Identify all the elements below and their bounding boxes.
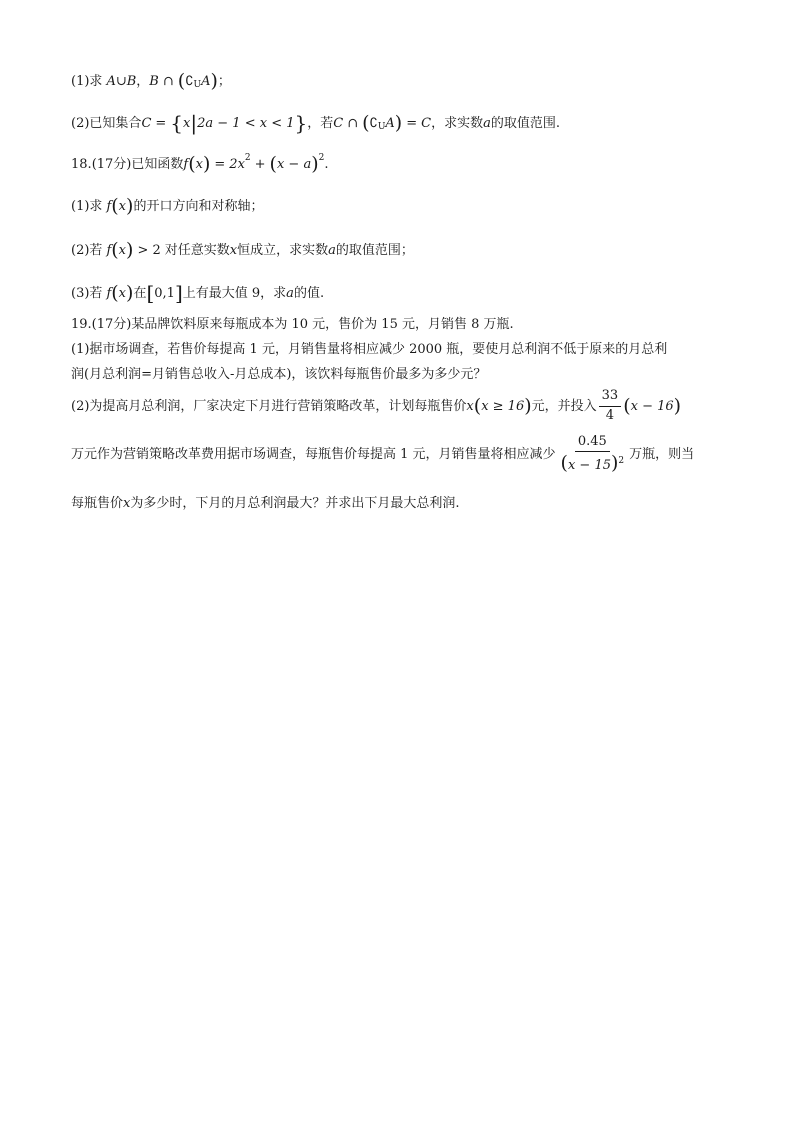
math-cond: 2a − 1 < x < 1 — [197, 115, 295, 131]
math-var: x — [229, 243, 238, 258]
fraction-denominator — [558, 452, 628, 473]
math-var: a — [328, 243, 336, 258]
score: (17分) — [91, 157, 132, 172]
text: 的取值范围； — [335, 243, 414, 258]
text: . — [324, 157, 329, 172]
math-var: A — [201, 74, 211, 89]
text: 每瓶售价 — [71, 496, 124, 511]
math-paren: ( — [177, 70, 186, 92]
text: 万元作为营销策略改革费用据市场调查，每瓶售价每提高 1 元，月销售量将相应减少 — [71, 446, 556, 462]
math-plus: + — [254, 157, 266, 172]
text: ； — [217, 74, 231, 89]
text: 在 — [133, 285, 147, 301]
math-bar: | — [190, 111, 198, 135]
text: ， — [136, 74, 150, 89]
math-exp: 2 — [244, 153, 251, 163]
math-inner: x − a — [276, 157, 312, 172]
math-bracket: [ — [146, 281, 155, 305]
math-ineq: > 2 — [137, 243, 161, 258]
text: 对任意实数 — [164, 243, 230, 258]
part-number: (1) — [71, 74, 90, 89]
text: 已知函数 — [131, 157, 184, 172]
math-var: x — [466, 398, 474, 414]
text: 元，并投入 — [531, 398, 597, 414]
text: 求 — [89, 74, 103, 89]
math-eq: = — [406, 115, 418, 131]
math-inner: x − 15 — [567, 458, 611, 473]
math-brace: { — [170, 111, 184, 135]
math-var: C — [421, 115, 432, 131]
math-term: 2x — [229, 157, 245, 172]
q18-part2 — [71, 241, 414, 260]
math-var: x — [195, 157, 203, 172]
math-var: A — [385, 115, 395, 131]
math-func: f — [106, 199, 112, 214]
q19-header — [71, 318, 514, 331]
math-paren: ( — [362, 111, 370, 134]
math-var: B — [149, 74, 159, 89]
math-paren: ( — [269, 153, 277, 175]
text: 恒成立，求实数 — [237, 243, 329, 258]
math-brace: } — [294, 111, 308, 135]
text: 19.(17分)某品牌饮料原来每瓶成本为 10 元，售价为 15 元，月销售 8 万瓶. — [71, 317, 514, 332]
text: 若 — [89, 243, 103, 258]
part-number: (2) — [71, 115, 90, 131]
math-paren: ( — [111, 239, 119, 261]
math-paren: ( — [473, 394, 482, 417]
math-paren: ) — [202, 153, 211, 175]
math-var: x — [118, 243, 127, 258]
q18-part1 — [71, 197, 263, 216]
math-cap: ∩ — [347, 115, 359, 131]
fraction-045 — [558, 435, 628, 474]
math-sub: U — [377, 121, 386, 132]
math-var: x — [183, 115, 191, 131]
math-inner: x − 16 — [630, 398, 674, 414]
part-number: (2) — [71, 243, 90, 258]
text: 若 — [89, 285, 103, 301]
math-paren: ) — [673, 394, 682, 417]
q19-part2-line2 — [71, 434, 694, 474]
math-interval: 0,1 — [154, 285, 175, 301]
fraction-numerator: 0.45 — [575, 435, 610, 452]
math-var: a — [286, 285, 294, 301]
math-union: A∪B — [106, 74, 137, 89]
math-paren: ) — [611, 452, 619, 474]
math-var: C — [333, 115, 344, 131]
q19-part2-line3 — [71, 497, 460, 510]
math-paren: ( — [188, 153, 196, 175]
text: 求 — [89, 199, 103, 214]
math-eq: = — [155, 115, 167, 131]
math-sub: U — [193, 80, 202, 90]
math-var: x — [123, 496, 131, 511]
q18-header — [71, 155, 329, 174]
math-paren: ) — [524, 394, 532, 417]
math-func: f — [106, 243, 112, 258]
math-paren: ) — [210, 70, 218, 92]
q17-part2 — [71, 113, 560, 133]
q18-part3 — [71, 283, 324, 303]
math-func: f — [183, 157, 189, 172]
text: 的取值范围. — [490, 115, 560, 131]
text: 润(月总利润=月销售总收入-月总成本)，该饮料每瓶售价最多为多少元？ — [71, 367, 487, 382]
part-number: (1) — [71, 199, 90, 214]
math-paren: ( — [623, 394, 631, 417]
text: ，求实数 — [431, 115, 484, 131]
text: 万瓶，则当 — [629, 446, 695, 462]
math-var: C — [141, 115, 152, 131]
text: (1)据市场调查，若售价每提高 1 元，月销售量将相应减少 2000 瓶，要使月总利润不低于原来的月总利 — [71, 342, 668, 357]
math-var: x — [118, 199, 127, 214]
text: 的值. — [293, 285, 325, 301]
text: (2)为提高月总利润，厂家决定下月进行营销策略改革，计划每瓶售价 — [71, 398, 467, 414]
math-eq: = — [214, 157, 226, 172]
text: 上有最大值 9，求 — [182, 285, 287, 301]
text: ，若 — [307, 115, 334, 131]
q19-part2-line1 — [71, 388, 681, 424]
text: 已知集合 — [89, 115, 142, 131]
math-exp: 2 — [318, 153, 325, 163]
q19-part1-line1 — [71, 343, 667, 356]
part-number: (3) — [71, 285, 90, 301]
fraction-33-4 — [599, 389, 622, 423]
math-paren: ) — [126, 239, 134, 261]
text: 的开口方向和对称轴； — [133, 199, 264, 214]
math-cap: ∩ — [162, 74, 174, 89]
math-cond: x ≥ 16 — [481, 398, 525, 414]
math-func: f — [106, 285, 112, 301]
math-paren: ( — [111, 281, 119, 304]
math-var: x — [118, 285, 127, 301]
math-paren: ( — [111, 195, 119, 217]
math-bracket: ] — [174, 281, 183, 305]
math-exp: 2 — [618, 456, 625, 466]
math-paren: ( — [560, 452, 568, 474]
math-complement: ∁ — [369, 115, 378, 131]
math-complement: ∁ — [185, 74, 194, 89]
q17-part1 — [71, 72, 231, 91]
q19-part1-line2 — [71, 368, 486, 381]
math-paren: ) — [126, 281, 134, 304]
math-var: a — [483, 115, 491, 131]
text: 为多少时，下月的月总利润最大？并求出下月最大总利润. — [130, 496, 460, 511]
fraction-numerator: 33 — [599, 389, 622, 406]
math-paren: ) — [394, 111, 403, 134]
math-paren: ) — [126, 195, 134, 217]
fraction-denominator: 4 — [605, 407, 615, 423]
math-paren: ) — [311, 153, 319, 175]
question-number: 18. — [71, 157, 92, 172]
